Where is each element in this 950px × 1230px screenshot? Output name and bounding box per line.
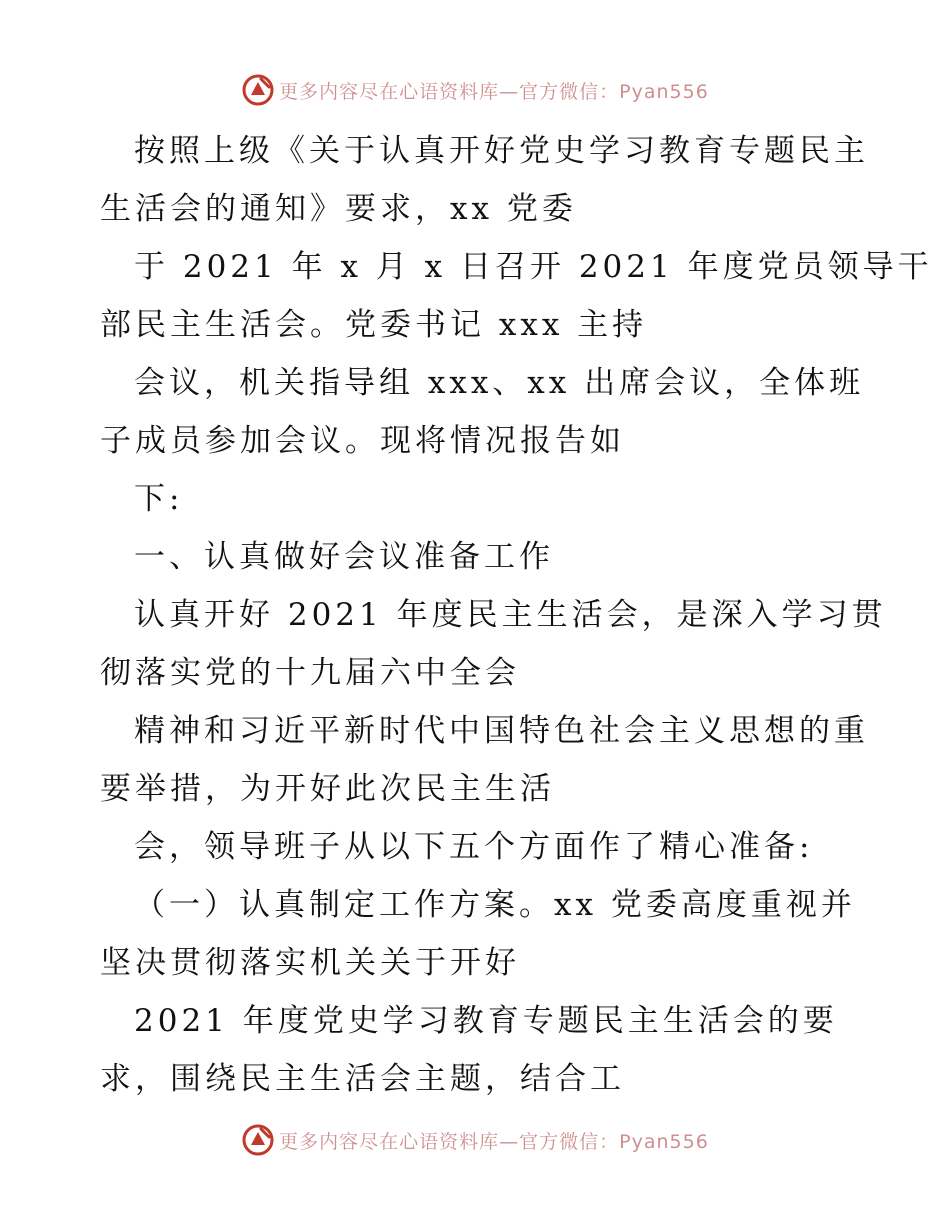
text-line: 会议，机关指导组 xxx、xx 出席会议，全体班	[134, 365, 865, 401]
text-line: 一、认真做好会议准备工作	[134, 539, 554, 575]
text-line: （一）认真制定工作方案。xx 党委高度重视并	[134, 887, 856, 923]
watermark-footer	[0, 1120, 950, 1160]
document-body	[100, 122, 933, 1108]
seal-logo-icon	[241, 73, 275, 107]
text-line: 求，围绕民主生活会主题，结合工	[100, 1061, 625, 1097]
text-line: 按照上级《关于认真开好党史学习教育专题民主	[134, 133, 869, 169]
text-line: 会，领导班子从以下五个方面作了精心准备:	[134, 829, 814, 865]
text-line: 彻落实党的十九届六中全会	[100, 655, 520, 691]
text-line: 下:	[134, 481, 184, 517]
text-line: 要举措，为开好此次民主生活	[100, 771, 555, 807]
text-line: 认真开好 2021 年度民主生活会，是深入学习贯	[134, 597, 887, 633]
text-line: 生活会的通知》要求，xx 党委	[100, 191, 577, 227]
text-line: 部民主生活会。党委书记 xxx 主持	[100, 307, 648, 343]
watermark-text: 更多内容尽在心语资料库—官方微信：Pyan556	[279, 1130, 709, 1153]
text-line: 2021 年度党史学习教育专题民主生活会的要	[134, 1003, 838, 1039]
text-line: 坚决贯彻落实机关关于开好	[100, 945, 520, 981]
text-line: 精神和习近平新时代中国特色社会主义思想的重	[134, 713, 869, 749]
text-line: 子成员参加会议。现将情况报告如	[100, 423, 625, 459]
text-line: 于 2021 年 x 月 x 日召开 2021 年度党员领导干	[134, 249, 933, 285]
seal-logo-icon	[241, 1123, 275, 1157]
watermark-text: 更多内容尽在心语资料库—官方微信：Pyan556	[279, 80, 709, 103]
watermark-header	[0, 70, 950, 110]
